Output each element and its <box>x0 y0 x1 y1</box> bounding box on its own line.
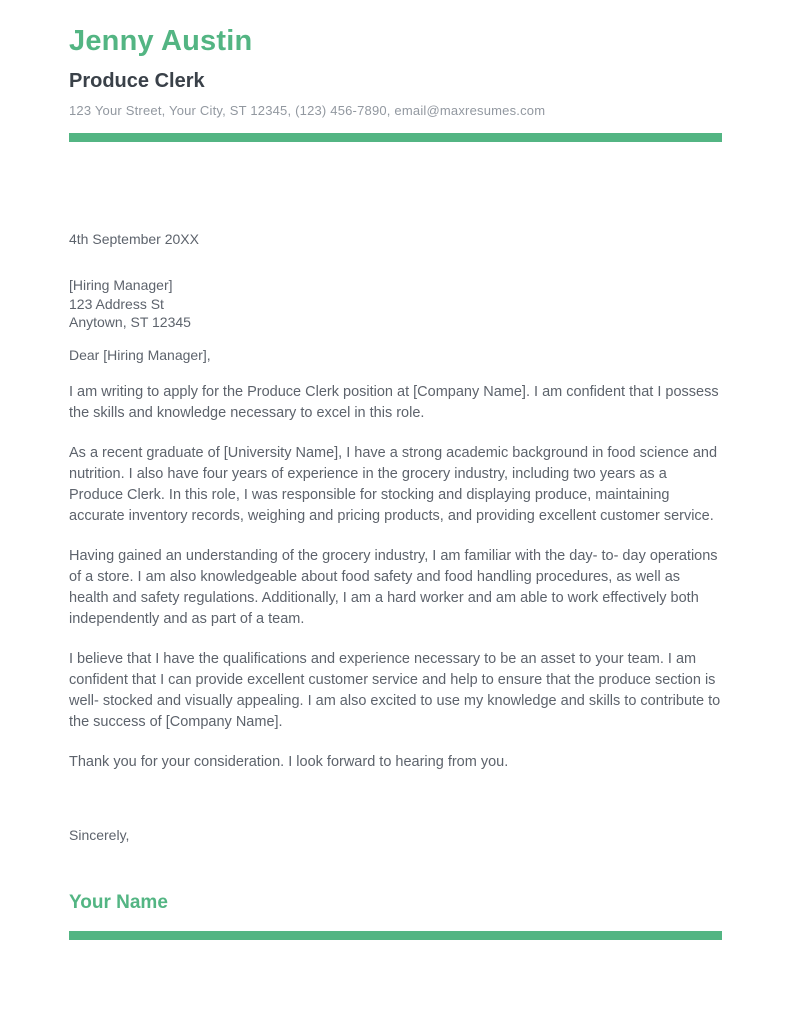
recipient-line-3: Anytown, ST 12345 <box>69 314 191 330</box>
body-paragraph: I am writing to apply for the Produce Clerk position at [Company Name]. I am confident that I possess the skills and knowledge necessary to excel in this role. <box>69 383 719 421</box>
closing-salutation: Sincerely, <box>69 826 130 843</box>
letter-date: 4th September 20XX <box>69 231 199 247</box>
salutation: Dear [Hiring Manager], <box>69 346 211 363</box>
body-paragraph: I believe that I have the qualifications and experience necessary to be an asset to your team. I am confident that I can provide excellent customer service and help to ensure that the produce section is well- stocked and visually appealing. I am also excited to use my knowledge and skills to contribute to the success of [Company Name]. <box>69 650 721 730</box>
contact-info-line: 123 Your Street, Your City, ST 12345, (123) 456-7890, email@maxresumes.com <box>69 103 546 118</box>
job-title-heading: Produce Clerk <box>69 70 205 92</box>
recipient-address-block <box>69 276 722 332</box>
signature-name: Your Name <box>69 891 168 913</box>
recipient-line-1: [Hiring Manager] <box>69 277 173 293</box>
footer-divider-bar <box>69 931 722 940</box>
body-paragraph: As a recent graduate of [University Name], I have a strong academic background in food science and nutrition. I also have four years of experience in the grocery industry, including two years as a Produce Clerk. In this role, I was responsible for stocking and displaying produce, maintaining accurate inventory records, weighing and pricing products, and providing excellent customer service. <box>69 444 718 524</box>
recipient-line-2: 123 Address St <box>69 295 164 312</box>
header-divider-bar <box>69 133 722 142</box>
body-paragraph: Thank you for your consideration. I look forward to hearing from you. <box>69 753 509 770</box>
body-paragraph: Having gained an understanding of the grocery industry, I am familiar with the day- to- day operations of a store. I am also knowledgeable about food safety and food handling procedures, as well as health and safety regulations. Additionally, I am a hard worker and am able to work effectively both independently and as part of a team. <box>69 547 718 627</box>
applicant-name-heading: Jenny Austin <box>69 25 253 57</box>
